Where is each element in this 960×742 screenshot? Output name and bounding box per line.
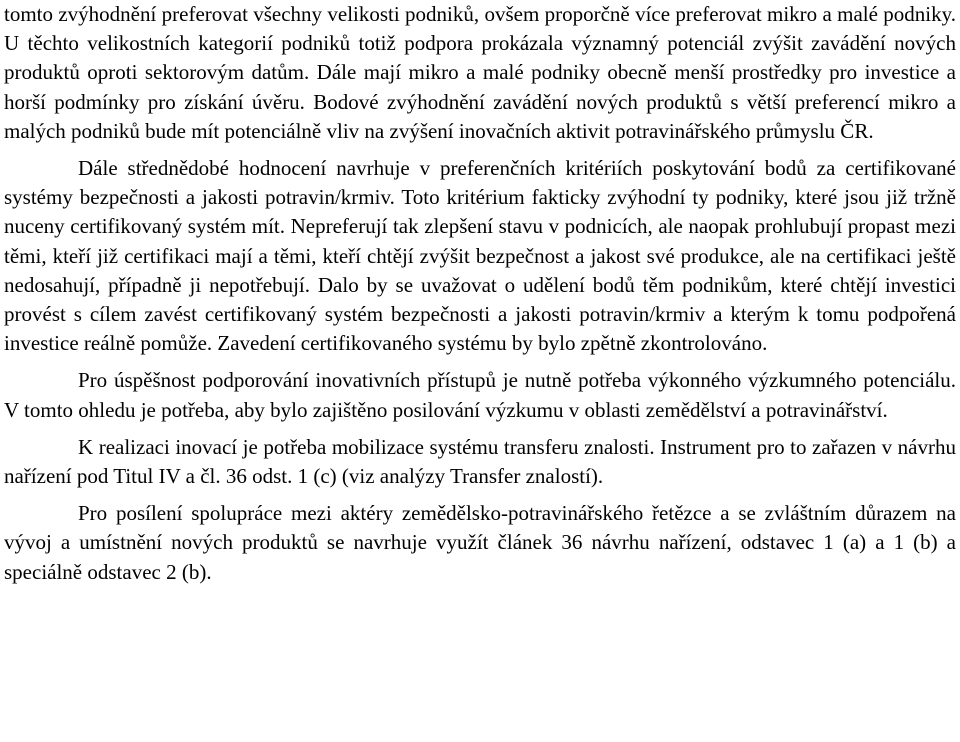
document-page (4, 0, 956, 587)
paragraph-continued: tomto zvýhodnění preferovat všechny velikosti podniků, ovšem proporčně více preferovat mikro a malé podniky. U těchto velikostních kategorií podniků totiž podpora prokázala významný potenciál zvýšit zavádění nových produktů oproti sektorovým datům. Dále mají mikro a malé podniky obecně menší prostředky pro investice a horší podmínky pro získání úvěru. Bodové zvýhodnění zavádění nových produktů s větší preferencí mikro a malých podniků bude mít potenciálně vliv na zvýšení inovačních aktivit potravinářského průmyslu ČR. (4, 2, 956, 143)
paragraph-research: Pro úspěšnost podporování inovativních přístupů je nutně potřeba výkonného výzkumného potenciálu. V tomto ohledu je potřeba, aby bylo zajištěno posilování výzkumu v oblasti zemědělství a potravinářství. (4, 368, 956, 422)
paragraph-cooperation: Pro posílení spolupráce mezi aktéry zemědělsko-potravinářského řetězce a se zvláštním důrazem na vývoj a umístnění nových produktů se navrhuje využít článek 36 návrhu nařízení, odstavec 1 (a) a 1 (b) a speciálně odstavec 2 (b). (4, 501, 956, 584)
paragraph-knowledge-transfer: K realizaci inovací je potřeba mobilizace systému transferu znalosti. Instrument pro to zařazen v návrhu nařízení pod Titul IV a čl. 36 odst. 1 (c) (viz analýzy Transfer znalostí). (4, 434, 956, 489)
paragraph-certification: Dále střednědobé hodnocení navrhuje v preferenčních kritériích poskytování bodů za certifikované systémy bezpečnosti a jakosti potravin/krmiv. Toto kritérium fakticky zvýhodní ty podniky, které jsou již tržně nuceny certifikovaný systém mít. Nepreferují tak zlepšení stavu v podnicích, ale naopak prohlubují propast mezi těmi, kteří již certifikaci mají a těmi, kteří chtějí zvýšit bezpečnost a jakost své produkce, ale na certifikaci ještě nedosahují, případně ji nepotřebují. Dalo by se uvažovat o udělení bodů těm podnikům, které chtějí investici provést s cílem zavést certifikovaný systém bezpečnosti a jakosti potravin/krmiv a kterým k tomu podpořená investice reálně pomůže. Zavedení certifikovaného systému by bylo zpětně zkontrolováno. (4, 156, 956, 356)
